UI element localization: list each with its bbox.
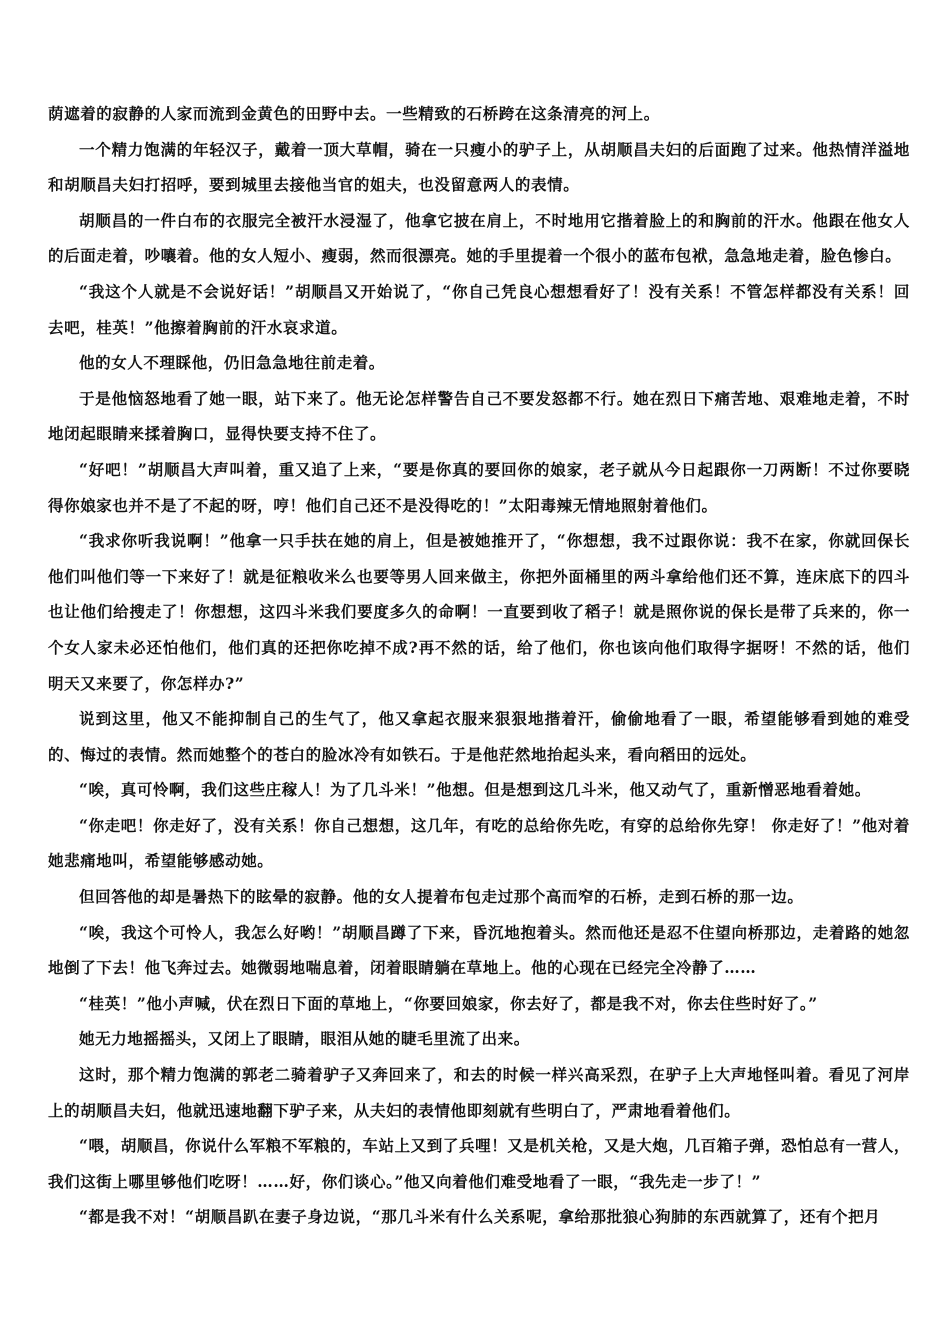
paragraph-10: “唉，真可怜啊，我们这些庄稼人！为了几斗米！”他想。但是想到这几斗米，他又动气了，重新憎恶地看着她。 — [79, 780, 871, 800]
story-text — [48, 96, 910, 1235]
paragraph-3: 胡顺昌的一件白布的衣服完全被汗水浸湿了，他拿它披在肩上，不时地用它揩着脸上的和胸前的汗水。他跟在他女人的后面走着，吵嚷着。他的女人短小、瘦弱，然而很漂亮。她的手里提着一个很小的蓝布包袱，急急地走着，脸色惨白。 — [48, 210, 910, 266]
paragraph-7: “好吧！”胡顺昌大声叫着，重又追了上来，“要是你真的要回你的娘家，老子就从今日起跟你一刀两断！不过你要晓得你娘家也并不是了不起的呀，哼！他们自己还不是没得吃的！”太阳毒辣无情地照射着他们。 — [48, 459, 910, 515]
paragraph-13: “唉，我这个可怜人，我怎么好哟！”胡顺昌蹲了下来，昏沉地抱着头。然而他还是忍不住望向桥那边，走着路的她忽地倒了下去！他飞奔过去。她微弱地喘息着，闭着眼睛躺在草地上。他的心现在已经完全冷静了…… — [48, 922, 910, 978]
paragraph-14: “桂英！”他小声喊，伏在烈日下面的草地上，“你要回娘家，你去好了，都是我不对，你去住些时好了。” — [79, 993, 818, 1013]
paragraph-6: 于是他恼怒地看了她一眼，站下来了。他无论怎样警告自己不要发怒都不行。她在烈日下痛苦地、艰难地走着，不时地闭起眼睛来揉着胸口，显得快要支持不住了。 — [48, 388, 910, 444]
paragraph-2: 一个精力饱满的年轻汉子，戴着一顶大草帽，骑在一只瘦小的驴子上，从胡顺昌夫妇的后面跑了过来。他热情洋溢地和胡顺昌夫妇打招呼，要到城里去接他当官的姐夫，也没留意两人的表情。 — [48, 139, 910, 195]
paragraph-4: “我这个人就是不会说好话！”胡顺昌又开始说了，“你自己凭良心想想看好了！没有关系！不管怎样都没有关系！回去吧，桂英！”他擦着胸前的汗水哀求道。 — [48, 281, 910, 337]
paragraph-16: 这时，那个精力饱满的郭老二骑着驴子又奔回来了，和去的时候一样兴高采烈，在驴子上大声地怪叫着。看见了河岸上的胡顺昌夫妇，他就迅速地翻下驴子来，从夫妇的表情他即刻就有些明白了，严肃地看着他们。 — [48, 1065, 910, 1120]
paragraph-12: 但回答他的却是暑热下的眩晕的寂静。他的女人提着布包走过那个高而窄的石桥，走到石桥的那一边。 — [79, 887, 804, 907]
paragraph-18: “都是我不对！“胡顺昌趴在妻子身边说，“那几斗米有什么关系呢，拿给那批狼心狗肺的东西就算了，还有个把月 — [79, 1207, 881, 1227]
paragraph-9: 说到这里，他又不能抑制自己的生气了，他又拿起衣服来狠狠地揩着汗，偷偷地看了一眼，希望能够看到她的难受的、悔过的表情。然而她整个的苍白的脸冰冷有如铁石。于是他茫然地抬起头来，看向稻田的远处。 — [48, 709, 910, 764]
paragraph-11: “你走吧！你走好了，没有关系！你自己想想，这几年，有吃的总给你先吃，有穿的总给你先穿！ 你走好了！”他对着她悲痛地叫，希望能够感动她。 — [48, 815, 910, 871]
paragraph-8: “我求你听我说啊！”他拿一只手扶在她的肩上，但是被她推开了，“你想想，我不过跟你说：我不在家，你就回保长他们叫他们等一下来好了！就是征粮收米么也要等男人回来做主，你把外面桶里的两斗拿给他们还不算，连床底下的四斗也让他们给搜走了！你想想，这四斗米我们要度多久的命啊！一直要到收了稻子！就是照你说的保长是带了兵来的，你一个女人家未必还怕他们，他们真的还把你吃掉不成?再不然的话，给了他们，你也该向他们取得字据呀！不然的话，他们明天又来要了，你怎样办?” — [48, 531, 910, 693]
paragraph-15: 她无力地摇摇头，又闭上了眼睛，眼泪从她的睫毛里流了出来。 — [79, 1029, 530, 1049]
paragraph-1: 荫遮着的寂静的人家而流到金黄色的田野中去。一些精致的石桥跨在这条清亮的河上。 — [48, 104, 660, 123]
paragraph-5: 他的女人不理睬他，仍旧急急地往前走着。 — [79, 353, 385, 373]
paragraph-17: “喂，胡顺昌，你说什么军粮不军粮的，车站上又到了兵哩！又是机关枪，又是大炮，几百箱子弹，恐怕总有一营人，我们这街上哪里够他们吃呀！……好，你们谈心。”他又向着他们难受地看了一眼，“我先走一步了！” — [48, 1136, 910, 1191]
